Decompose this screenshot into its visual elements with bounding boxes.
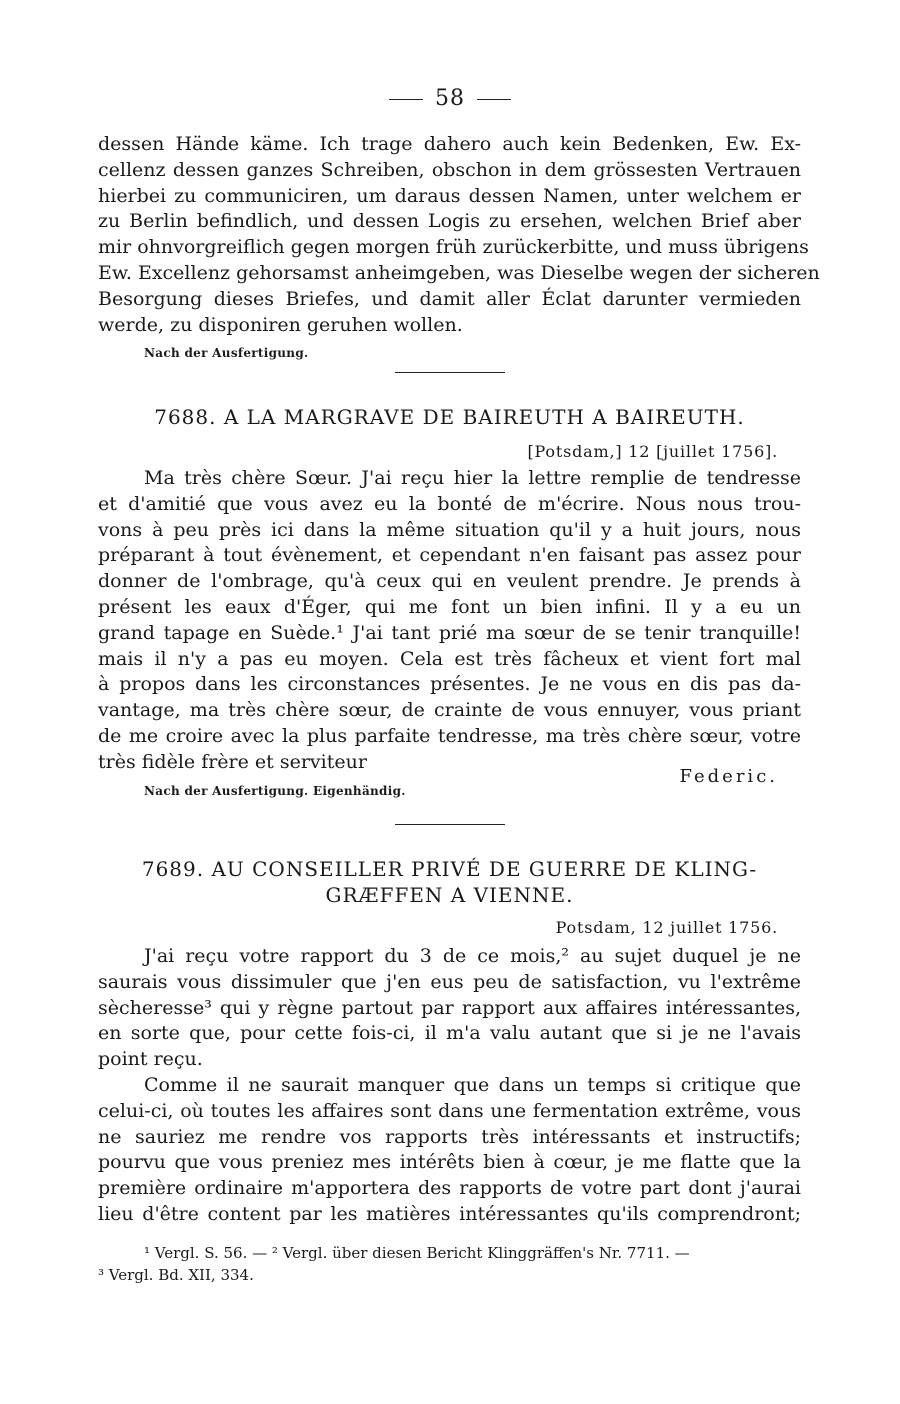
text-line: hierbei zu communiciren, um daraus dessen Namen, unter welchem er: [98, 184, 801, 207]
text-line: cellenz dessen ganzes Schreiben, obschon in dem grössesten Vertrauen: [98, 158, 801, 181]
text-line: werde, zu disponiren geruhen wollen.: [98, 313, 463, 336]
intro-paragraph: [98, 132, 820, 338]
text-line: vons à peu près ici dans la même situation qu'il y a huit jours, nous: [98, 518, 801, 541]
dash-right: [477, 99, 511, 100]
text-line: à propos dans les circonstances présentes. Je ne vous en dis pas da-: [98, 673, 801, 696]
text-line: présent les eaux d'Éger, qui me font un bien infini. Il y a eu un: [98, 595, 801, 618]
text-line: pourvu que vous preniez mes intérêts bien à cœur, je me flatte que la: [98, 1151, 801, 1174]
text-line: préparant à tout évènement, et cependant n'en faisant pas assez pour: [98, 544, 801, 567]
text-line: Comme il ne saurait manquer que dans un temps si critique que: [144, 1073, 801, 1096]
text-line: en sorte que, pour cette fois-ci, il m'a valu autant que si je ne l'avais: [98, 1022, 801, 1045]
letter-7688-dateline: [Potsdam,] 12 [juillet 1756].: [527, 442, 778, 461]
section-divider: [395, 372, 505, 373]
footnotes: [98, 1242, 801, 1286]
text-line: très fidèle frère et serviteur: [98, 750, 367, 773]
letter-7688-body: [98, 466, 801, 776]
letter-7688-source-note: Nach der Ausfertigung. Eigenhändig.: [144, 784, 406, 798]
dash-left: [389, 99, 423, 100]
text-line: et d'amitié que vous avez eu la bonté de m'écrire. Nous nous trou-: [98, 492, 801, 515]
text-line: Besorgung dieses Briefes, und damit aller Éclat darunter vermieden: [98, 287, 801, 310]
text-line: de me croire avec la plus parfaite tendresse, ma très chère sœur, votre: [98, 724, 801, 747]
text-line: ne sauriez me rendre vos rapports très intéressants et instructifs;: [98, 1125, 801, 1148]
footnote-line: ¹ Vergl. S. 56. — ² Vergl. über diesen Bericht Klinggräffen's Nr. 7711. —: [144, 1244, 690, 1262]
text-line: mir ohnvorgreiflich gegen morgen früh zurückerbitte, und muss übrigens: [98, 236, 809, 259]
text-line: Ma très chère Sœur. J'ai reçu hier la lettre remplie de tendresse: [144, 467, 801, 489]
text-line: dessen Hände käme. Ich trage dahero auch kein Bedenken, Ew. Ex-: [98, 133, 801, 155]
text-line: lieu d'être content par les matières intéressantes qu'ils comprendront;: [98, 1202, 801, 1225]
text-line: mais il n'y a pas eu moyen. Cela est très fâcheux et vient fort mal: [98, 647, 801, 670]
footnote-line: ³ Vergl. Bd. XII, 334.: [98, 1266, 254, 1284]
letter-7689-body: [98, 944, 801, 1228]
text-line: J'ai reçu votre rapport du 3 de ce mois,² au sujet duquel je ne: [144, 945, 801, 967]
page-number: 58: [435, 86, 465, 111]
text-line: celui-ci, où toutes les affaires sont dans une fermentation extrême, vous: [98, 1099, 801, 1122]
text-line: sècheresse³ qui y règne partout par rapport aux affaires intéressantes,: [98, 996, 801, 1019]
text-line: point reçu.: [98, 1048, 203, 1071]
letter-7688-signature: Federic.: [679, 766, 778, 787]
section-divider: [395, 824, 505, 825]
letter-7689-dateline: Potsdam, 12 juillet 1756.: [555, 918, 778, 937]
text-line: Ew. Excellenz gehorsamst anheimgeben, was Dieselbe wegen der sicheren: [98, 261, 820, 284]
text-line: vantage, ma très chère sœur, de crainte de vous ennuyer, vous priant: [98, 699, 801, 722]
intro-source-note: Nach der Ausfertigung.: [144, 346, 309, 360]
page-number-header: [0, 86, 900, 111]
text-line: zu Berlin befindlich, und dessen Logis zu ersehen, welchen Brief aber: [98, 210, 801, 233]
text-line: donner de l'ombrage, qu'à ceux qui en veulent prendre. Je prends à: [98, 570, 801, 593]
text-line: première ordinaire m'apportera des rapports de votre part dont j'aurai: [98, 1177, 801, 1200]
heading-line: GRÆFFEN A VIENNE.: [325, 883, 574, 907]
text-line: grand tapage en Suède.¹ J'ai tant prié ma sœur de se tenir tranquille!: [98, 621, 801, 644]
letter-7689-heading: [98, 856, 801, 908]
text-line: saurais vous dissimuler que j'en eus peu de satisfaction, vu l'extrême: [98, 970, 801, 993]
letter-7688-heading: 7688. A LA MARGRAVE DE BAIREUTH A BAIREUTH.: [154, 405, 745, 429]
heading-line: 7689. AU CONSEILLER PRIVÉ DE GUERRE DE KLING-: [141, 857, 758, 881]
